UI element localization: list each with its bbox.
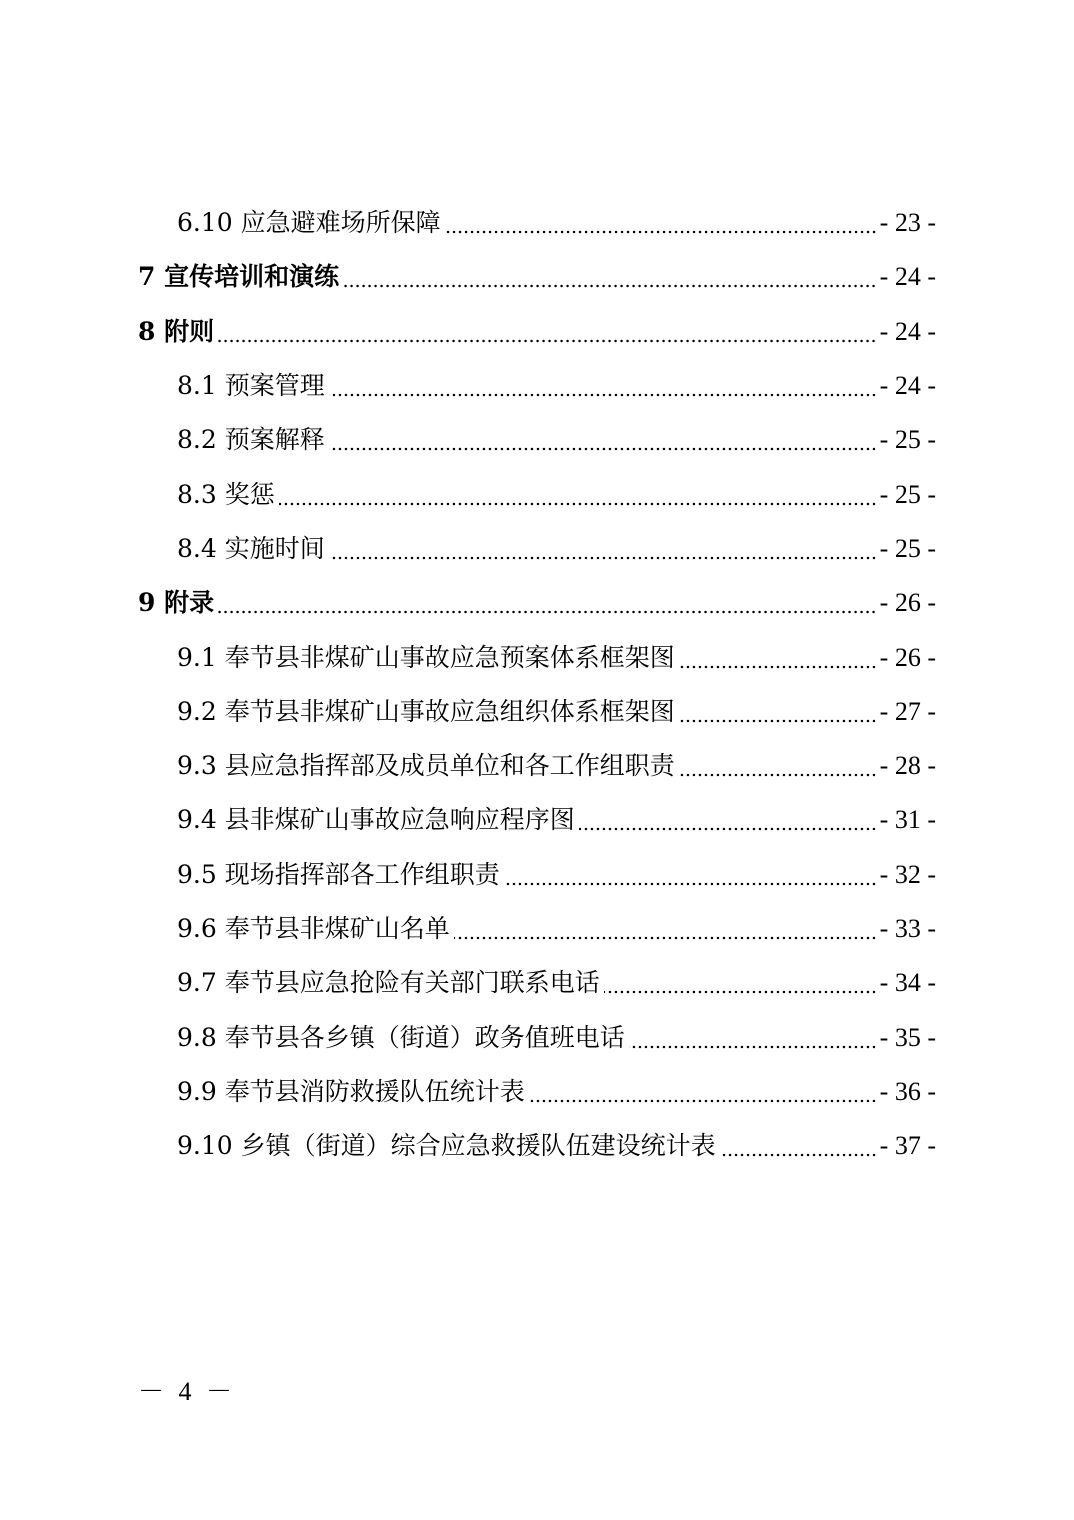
toc-entry-page: - 36 - [879, 1076, 936, 1106]
toc-entry-label: 8.4 实施时间 [177, 533, 325, 563]
toc-entry-9-5[interactable] [0, 848, 1074, 902]
toc-entry-9-6[interactable] [0, 902, 1074, 956]
toc-leader-dots [679, 773, 877, 777]
toc-leader-dots [329, 393, 877, 397]
toc-entry-9-2[interactable] [0, 685, 1074, 739]
toc-entry-page: - 23 - [879, 208, 936, 238]
toc-entry-page: - 25 - [879, 533, 936, 563]
toc-entry-label: 9.5 现场指挥部各工作组职责 [177, 859, 500, 889]
toc-leader-dots [445, 230, 877, 234]
toc-leader-dots [218, 610, 877, 614]
toc-entry-8-4[interactable] [0, 522, 1074, 576]
toc-entry-9-10[interactable] [0, 1119, 1074, 1173]
toc-leader-dots [454, 936, 877, 940]
toc-entry-page: - 33 - [879, 914, 936, 943]
toc-leader-dots [679, 665, 877, 669]
toc-entry-label: 9.7 奉节县应急抢险有关部门联系电话 [177, 968, 600, 998]
toc-entry-page: - 24 - [879, 262, 936, 292]
toc-entry-page: - 31 - [879, 805, 936, 835]
toc-entry-label: 9 附录 [138, 588, 215, 618]
toc-entry-label: 9.2 奉节县非煤矿山事故应急组织体系框架图 [177, 696, 675, 726]
page-number: － 4 － [138, 1377, 237, 1406]
toc-entry-label: 9.4 县非煤矿山事故应急响应程序图 [177, 805, 575, 835]
toc-leader-dots [329, 556, 877, 560]
toc-entry-page: - 34 - [879, 968, 936, 998]
toc-entry-label: 9.3 县应急指挥部及成员单位和各工作组职责 [177, 751, 675, 781]
toc-entry-page: - 35 - [879, 1022, 936, 1052]
toc-leader-dots [604, 990, 877, 994]
toc-entry-label: 7 宣传培训和演练 [138, 262, 340, 292]
toc-entry-8-1[interactable] [0, 359, 1074, 413]
table-of-contents [0, 196, 1074, 1173]
toc-leader-dots [720, 1153, 877, 1157]
toc-leader-dots [279, 502, 877, 506]
toc-entry-page: - 24 - [879, 371, 936, 401]
toc-entry-6-10[interactable] [0, 196, 1074, 250]
toc-entry-page: - 25 - [879, 479, 936, 509]
toc-leader-dots [329, 447, 877, 451]
toc-entry-page: - 26 - [879, 642, 936, 672]
toc-entry-label: 8.1 预案管理 [177, 371, 325, 401]
toc-leader-dots [629, 1045, 877, 1049]
toc-entry-label: 8 附则 [138, 316, 215, 346]
toc-entry-9-9[interactable] [0, 1065, 1074, 1119]
toc-entry-page: - 28 - [879, 751, 936, 781]
toc-entry-label: 8.3 奖惩 [177, 479, 275, 509]
toc-leader-dots [504, 882, 877, 886]
toc-entry-label: 9.8 奉节县各乡镇（街道）政务值班电话 [177, 1022, 625, 1052]
toc-entry-label: 9.1 奉节县非煤矿山事故应急预案体系框架图 [177, 642, 675, 672]
toc-entry-page: - 27 - [879, 696, 936, 726]
toc-entry-9-4[interactable] [0, 793, 1074, 847]
toc-entry-9[interactable] [0, 576, 1074, 630]
toc-entry-8[interactable] [0, 305, 1074, 359]
toc-entry-7[interactable] [0, 250, 1074, 304]
toc-entry-page: - 24 - [879, 316, 936, 346]
toc-leader-dots [529, 1099, 877, 1103]
toc-leader-dots [679, 719, 877, 723]
toc-entry-9-7[interactable] [0, 956, 1074, 1010]
toc-entry-8-3[interactable] [0, 467, 1074, 521]
toc-leader-dots [579, 827, 877, 831]
toc-entry-label: 9.10 乡镇（街道）综合应急救援队伍建设统计表 [177, 1131, 716, 1161]
toc-entry-9-8[interactable] [0, 1010, 1074, 1064]
toc-leader-dots [343, 284, 877, 288]
toc-entry-label: 9.9 奉节县消防救援队伍统计表 [177, 1076, 525, 1106]
toc-entry-label: 8.2 预案解释 [177, 425, 325, 455]
toc-entry-page: - 37 - [879, 1131, 936, 1161]
toc-entry-9-3[interactable] [0, 739, 1074, 793]
toc-entry-label: 6.10 应急避难场所保障 [177, 208, 441, 238]
toc-entry-label: 9.6 奉节县非煤矿山名单 [177, 914, 450, 943]
toc-entry-9-1[interactable] [0, 630, 1074, 684]
toc-entry-8-2[interactable] [0, 413, 1074, 467]
toc-entry-page: - 25 - [879, 425, 936, 455]
toc-entry-page: - 32 - [879, 859, 936, 889]
toc-leader-dots [218, 339, 877, 343]
toc-entry-page: - 26 - [879, 588, 936, 618]
